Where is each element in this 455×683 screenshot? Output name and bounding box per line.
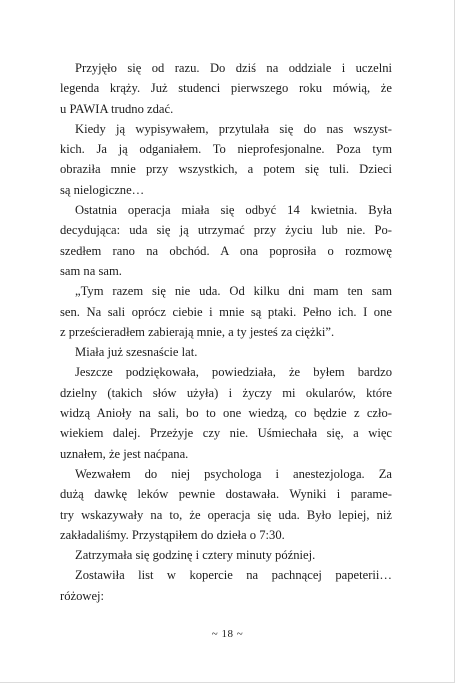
text-line: szedłem rano na obchód. A ona poprosiła o rozmowę — [60, 243, 392, 258]
text-line: u PAWIA trudno zdać. — [60, 101, 174, 116]
text-line: Ostatnia operacja miała się odbyć 14 kwietnia. Była — [75, 203, 392, 218]
text-line: wiekiem dalej. Przeżyje czy nie. Uśmiechała się, a więc — [60, 426, 392, 441]
paragraph — [60, 464, 392, 545]
text-line: Zostawiła list w kopercie na pachnącej papeterii… — [75, 568, 392, 583]
paragraph — [60, 362, 392, 463]
text-line: sam na sam. — [60, 263, 122, 278]
text-line: są nielogiczne… — [60, 182, 145, 197]
text-line: obraziła mnie przy wszystkich, a potem się tuli. Dzieci — [60, 162, 392, 177]
text-line: Wezwałem do niej psychologa i anestezjologa. Za — [75, 466, 392, 481]
page-number: ~ 18 ~ — [211, 628, 244, 640]
text-line: z prześcieradłem zabierają mnie, a ty jesteś za ciężki”. — [60, 324, 335, 339]
text-line: kich. Ja ją odganiałem. To nieprofesjonalne. Poza tym — [60, 142, 392, 157]
text-line: Jeszcze podziękowała, powiedziała, że byłem bardzo — [75, 365, 392, 380]
text-line: widzą Anioły na sali, bo to one wiedzą, co będzie z czło- — [60, 406, 392, 421]
paragraph — [60, 119, 392, 200]
text-line: Przyjęło się od razu. Do dziś na oddziale i uczelni — [75, 61, 392, 75]
body-text — [60, 58, 392, 606]
paragraph — [60, 281, 392, 342]
text-line: różowej: — [60, 588, 105, 603]
paragraph — [60, 58, 392, 119]
text-line: sen. Na sali oprócz ciebie i mnie są ptaki. Pełno ich. I one — [60, 304, 392, 319]
paragraph — [60, 200, 392, 281]
text-line: Zatrzymała się godzinę i cztery minuty później. — [75, 548, 316, 563]
text-line: try wskazywały na to, że operacja się uda. Było lepiej, niż — [60, 507, 392, 522]
text-line: Kiedy ją wypisywałem, przytulała się do nas wszyst- — [75, 121, 392, 136]
text-line: Miała już szesnaście lat. — [75, 345, 198, 360]
text-line: „Tym razem się nie uda. Od kilku dni mam ten sam — [75, 284, 392, 299]
text-line: dzielny (takich słów użyła) i życzy mi okularów, które — [60, 385, 392, 400]
text-line: zakładaliśmy. Przystąpiłem do dzieła o 7:30. — [60, 527, 285, 542]
paragraph — [60, 545, 392, 565]
text-line: uznałem, że jest naćpana. — [60, 446, 189, 461]
paragraph — [60, 342, 392, 362]
text-line: decydująca: uda się ją utrzymać przy życiu lub nie. Po- — [60, 223, 392, 238]
paragraph — [60, 565, 392, 606]
text-line: dużą dawkę leków pewnie dostawała. Wyniki i parame- — [60, 487, 392, 502]
text-line: legenda krąży. Już studenci pierwszego roku mówią, że — [60, 81, 392, 96]
